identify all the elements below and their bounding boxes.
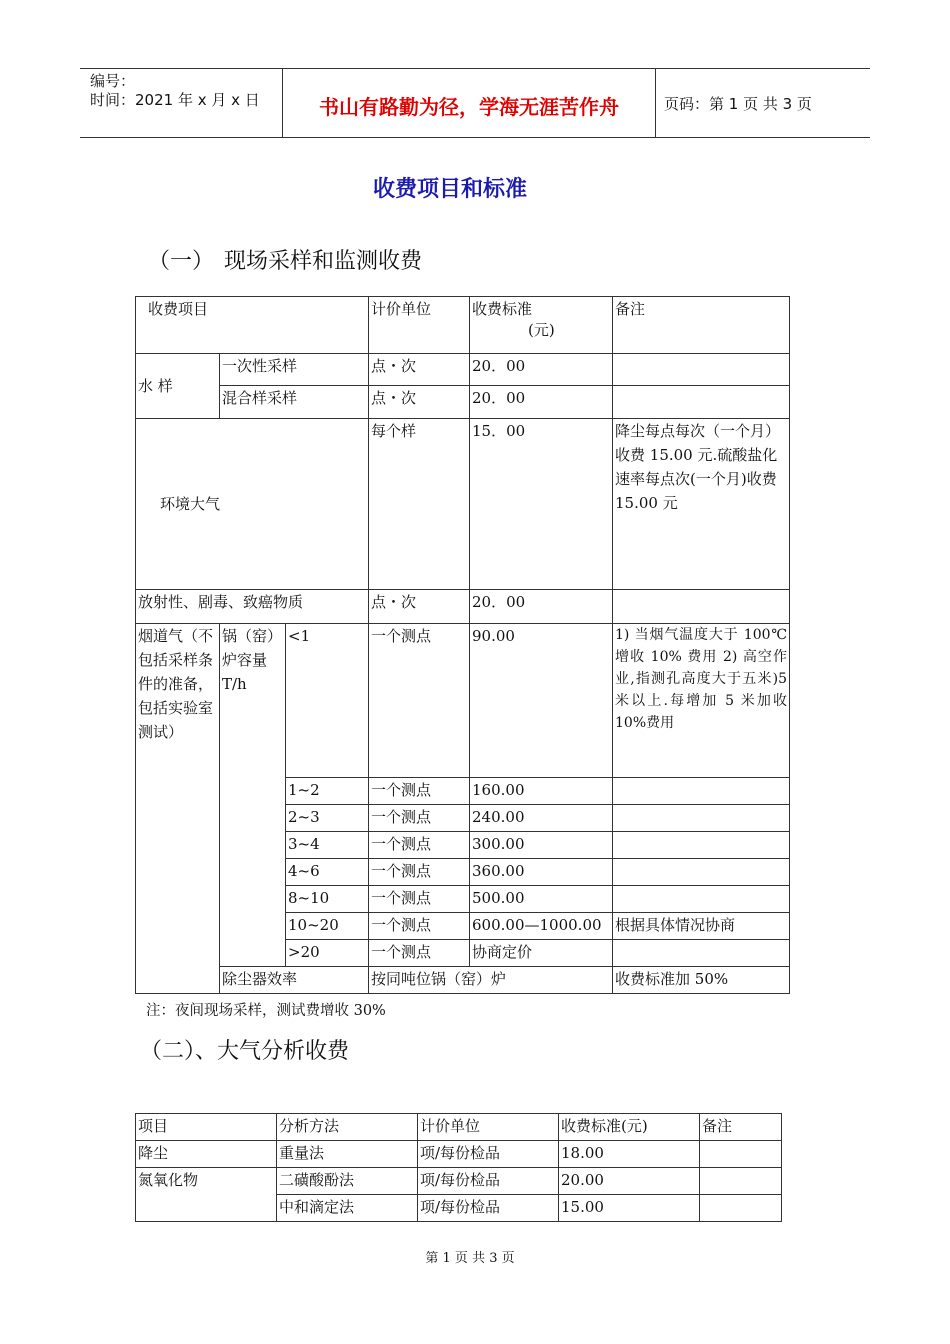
radio-unit: 点・次 [369,590,470,624]
page-title: 收费项目和标准 [372,177,527,202]
radio-label: 放射性、剧毒、致癌物质 [136,590,369,624]
note-cell [700,1168,782,1195]
flue-note [613,886,790,913]
flue-note [613,940,790,967]
water-unit: 点・次 [369,386,470,419]
flue-price: 360.00 [470,859,613,886]
header-item: 项目 [136,1114,277,1141]
flue-note [613,805,790,832]
flue-note [613,859,790,886]
unit-cell: 项/每份检品 [418,1168,559,1195]
flue-unit: 一个测点 [369,859,470,886]
header-unit: 计价单位 [418,1114,559,1141]
flue-range: >20 [286,940,369,967]
header-price: 收费标准(元) [559,1114,700,1141]
header-divider [655,69,656,137]
section-text: 现场采样和监测收费 [224,249,423,274]
flue-note: 1) 当烟气温度大于 100℃ 增收 10% 费用 2) 高空作业,指测孔高度大于五米)5 米以上.每增加 5 米加收 10%费用 [613,624,790,778]
water-price: 20．00 [470,354,613,386]
item-cell: 氮氧化物 [136,1168,277,1222]
water-note [613,354,790,386]
dust-unit: 按同吨位锅（窑）炉 [369,967,613,994]
header-price-unit: (元) [528,321,555,339]
flue-price: 240.00 [470,805,613,832]
flue-note [613,778,790,805]
flue-note [613,832,790,859]
radio-note [613,590,790,624]
flue-range: 8~10 [286,886,369,913]
water-note [613,386,790,419]
header-page: 页码：第 1 页 共 3 页 [664,95,812,113]
table-row [136,967,790,994]
flue-unit: 一个测点 [369,624,470,778]
flue-price: 协商定价 [470,940,613,967]
water-sub: 混合样采样 [220,386,369,419]
flue-unit: 一个测点 [369,832,470,859]
header-note: 备注 [613,297,790,354]
note-cell [700,1195,782,1222]
header-price-label: 收费标准 [472,300,533,318]
unit-cell: 项/每份检品 [418,1195,559,1222]
header-meta [90,72,260,110]
flue-range: 1~2 [286,778,369,805]
table-header-row [136,297,790,354]
header-item: 收费项目 [136,297,369,354]
flue-unit: 一个测点 [369,778,470,805]
dust-label: 除尘器效率 [220,967,369,994]
table-row [136,590,790,624]
flue-unit: 一个测点 [369,940,470,967]
air-note: 降尘每点每次（一个月）收费 15.00 元.硫酸盐化速率每点次(一个月)收费 15.00 元 [613,419,790,590]
flue-price: 90.00 [470,624,613,778]
note-cell [700,1141,782,1168]
section-heading-1 [148,244,422,275]
radio-price: 20．00 [470,590,613,624]
flue-price: 600.00—1000.00 [470,913,613,940]
water-unit: 点・次 [369,354,470,386]
method-cell: 重量法 [277,1141,418,1168]
unit-cell: 项/每份检品 [418,1141,559,1168]
page-footer: 第 1 页 共 3 页 [425,1251,515,1266]
table-row [136,1141,782,1168]
page-header [80,68,870,138]
method-cell: 中和滴定法 [277,1195,418,1222]
header-motto: 书山有路勤为径，学海无涯苦作舟 [319,95,619,119]
flue-note: 根据具体情况协商 [613,913,790,940]
item-cell: 降尘 [136,1141,277,1168]
flue-price: 500.00 [470,886,613,913]
section-number: （一） [148,249,215,274]
flue-unit: 一个测点 [369,886,470,913]
water-sub: 一次性采样 [220,354,369,386]
header-unit: 计价单位 [369,297,470,354]
table-header-row [136,1114,782,1141]
water-label: 水 样 [136,354,220,419]
flue-range: 2~3 [286,805,369,832]
table-row [136,386,790,419]
method-cell: 二磺酸酚法 [277,1168,418,1195]
flue-unit: 一个测点 [369,805,470,832]
air-price: 15．00 [470,419,613,590]
flue-range: <1 [286,624,369,778]
flue-range: 10~20 [286,913,369,940]
fee-table-sampling [135,296,790,994]
price-cell: 20.00 [559,1168,700,1195]
table-row [136,419,790,590]
header-number: 编号： [90,72,136,90]
price-cell: 18.00 [559,1141,700,1168]
header-time: 时间：2021 年 x 月 x 日 [90,91,260,109]
header-note: 备注 [700,1114,782,1141]
flue-unit: 一个测点 [369,913,470,940]
flue-sub: 锅（窑）炉容量 T/h [220,624,286,967]
price-cell: 15.00 [559,1195,700,1222]
water-price: 20．00 [470,386,613,419]
dust-note: 收费标准加 50% [613,967,790,994]
flue-range: 4~6 [286,859,369,886]
header-price [470,297,613,354]
flue-range: 3~4 [286,832,369,859]
night-sampling-note: 注：夜间现场采样，测试费增收 30% [146,1003,386,1019]
section-heading-2: （二）、大气分析收费 [140,1039,350,1064]
flue-price: 160.00 [470,778,613,805]
air-unit: 每个样 [369,419,470,590]
flue-label: 烟道气（不包括采样条件的准备，包括实验室测试） [136,624,220,994]
table-row [136,1168,782,1195]
table-row [136,354,790,386]
flue-price: 300.00 [470,832,613,859]
table-row [136,624,790,778]
header-method: 分析方法 [277,1114,418,1141]
air-label: 环境大气 [136,419,369,590]
fee-table-air-analysis [135,1113,782,1222]
